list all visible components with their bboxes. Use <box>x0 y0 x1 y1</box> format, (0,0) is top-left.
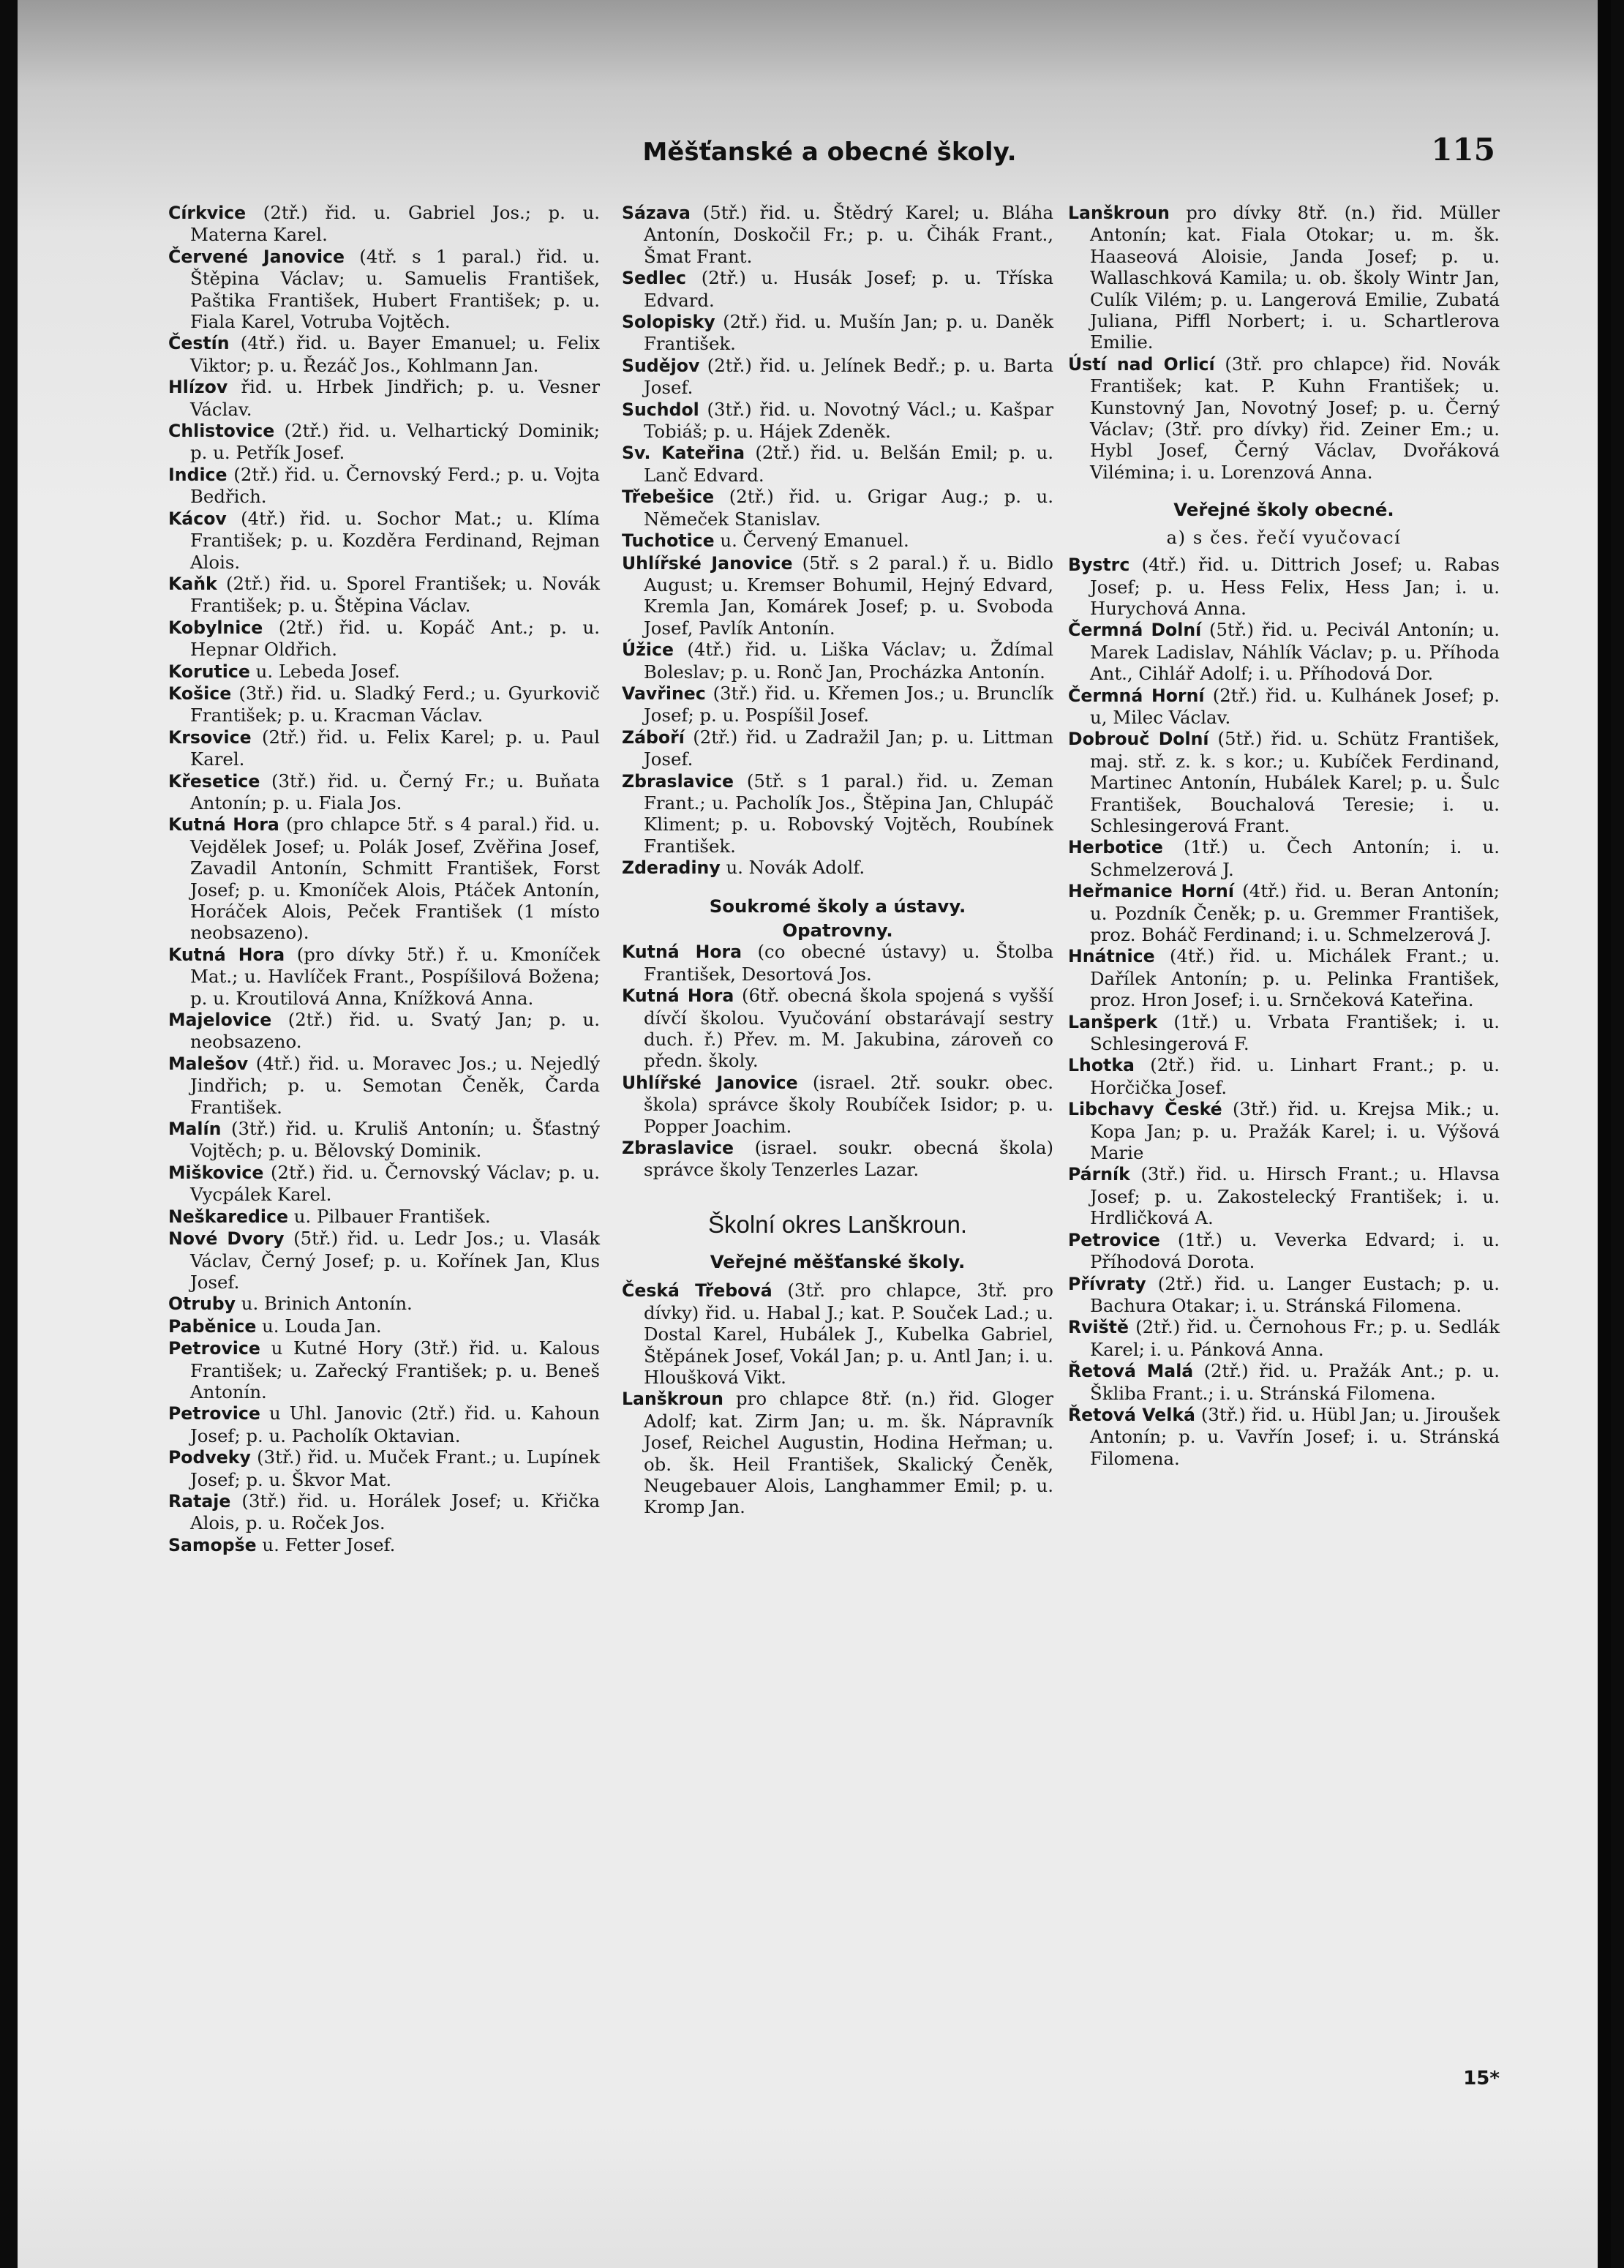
entry-text: (4tř.) řid. u. Beran Antonín; u. Pozdník Čeněk; p. u. Gremmer František, proz. Boháč Ferdinand; i. u. Schmelzerová J. <box>1090 880 1500 945</box>
place-name: Uhlířské Janovice <box>622 1072 798 1093</box>
column-3 <box>1068 202 1500 1469</box>
entry-list <box>622 1280 1053 1517</box>
school-entry <box>622 202 1053 267</box>
school-entry <box>622 1072 1053 1137</box>
school-entry <box>1068 1360 1500 1404</box>
place-name: Třebešice <box>622 487 715 508</box>
entry-text: (2tř.) řid. u. Langer Eustach; p. u. Bachura Otakar; i. u. Stránská Filomena. <box>1090 1272 1500 1316</box>
entry-text: (4tř.) řid. u. Michálek Frant.; u. Dařílek Antonín; p. u. Pelinka František, proz. Hron Josef; i. u. Srnčeková Kateřina. <box>1090 945 1500 1011</box>
place-name: Řetová Velká <box>1068 1404 1195 1425</box>
entry-text: (3tř.) řid. u. Krejsa Mik.; u. Kopa Jan; p. u. Pražák Karel; i. u. Výšová Marie <box>1090 1098 1500 1164</box>
signature-mark: 15* <box>1463 2068 1500 2089</box>
place-name: Malín <box>168 1119 222 1140</box>
entry-text: (2tř.) řid. u. Kopáč Ant.; p. u. Hepnar Oldřich. <box>190 616 600 661</box>
school-entry <box>1068 945 1500 1010</box>
place-name: Neškaredice <box>168 1206 289 1227</box>
school-entry <box>168 1490 600 1534</box>
entry-text: (2tř.) řid. u. Černovský Ferd.; p. u. Vojta Bedřich. <box>190 463 600 508</box>
school-entry <box>622 941 1053 985</box>
school-entry <box>168 1118 600 1162</box>
entry-text: (5tř.) řid. u. Štědrý Karel; u. Bláha Antonín, Doskočil Fr.; p. u. Čihák Frant., Šmat Frant. <box>644 202 1053 267</box>
place-name: Suchdol <box>622 399 699 420</box>
entry-text: (israel. soukr. obecná škola) správce školy Tenzerles Lazar. <box>644 1137 1053 1181</box>
school-entry <box>168 726 600 770</box>
entry-text: (2tř.) řid. u. Sporel František; u. Novák František; p. u. Štěpina Václav. <box>190 572 600 617</box>
entry-text: u. Pilbauer František. <box>288 1205 491 1227</box>
school-entry <box>622 355 1053 399</box>
entry-text: (4tř.) řid. u. Dittrich Josef; u. Rabas Josef; p. u. Hess Felix, Hess Jan; i. u. Hurychová Anna. <box>1090 554 1500 619</box>
school-entry <box>622 530 1053 552</box>
school-entry <box>622 857 1053 879</box>
school-entry <box>1068 880 1500 945</box>
column-1 <box>168 202 600 1556</box>
place-name: Krsovice <box>168 726 252 748</box>
entry-text: (1tř.) u. Vrbata František; i. u. Schlesingerová F. <box>1090 1010 1500 1055</box>
place-name: Zbraslavice <box>622 1138 734 1159</box>
place-name: Korutice <box>168 661 250 682</box>
entry-text: u. Fetter Josef. <box>256 1533 396 1555</box>
place-name: Úžice <box>622 639 674 661</box>
place-name: Solopisky <box>622 312 715 333</box>
place-name: Kutná Hora <box>168 814 279 836</box>
school-entry <box>1068 1098 1500 1163</box>
entry-text: (2tř.) řid. u. Felix Karel; p. u. Paul Karel. <box>190 726 600 770</box>
entry-text: u. Lebeda Josef. <box>249 660 400 682</box>
place-name: Košice <box>168 683 232 704</box>
entry-text: (2tř.) řid. u. Gabriel Jos.; p. u. Materna Karel. <box>190 202 600 246</box>
entry-text: u. Louda Jan. <box>256 1315 382 1337</box>
school-entry <box>168 814 600 943</box>
entry-text: (2tř.) řid. u. Svatý Jan; p. u. neobsazeno. <box>190 1009 600 1053</box>
place-name: Libchavy České <box>1068 1099 1222 1120</box>
place-name: Čermná Dolní <box>1068 620 1202 641</box>
school-entry <box>1068 1273 1500 1317</box>
school-entry <box>1068 353 1500 483</box>
place-name: Bystrc <box>1068 555 1130 576</box>
entry-list <box>622 202 1053 879</box>
entry-text: (2tř.) řid. u. Černovský Václav; p. u. Vycpálek Karel. <box>190 1161 600 1206</box>
place-name: Kácov <box>168 508 227 529</box>
place-name: Chlistovice <box>168 421 275 442</box>
place-name: Dobrouč Dolní <box>1068 729 1209 750</box>
entry-text: (4tř.) řid. u. Sochor Mat.; u. Klíma František; p. u. Kozděra Ferdinand, Rejman Alois. <box>190 507 600 573</box>
entry-text: (2tř.) u. Husák Josef; p. u. Tříska Edvard. <box>644 267 1053 311</box>
school-entry <box>622 639 1053 683</box>
entry-text: (2tř.) řid. u. Jelínek Bedř.; p. u. Barta Josef. <box>644 354 1053 399</box>
entry-text: u. Novák Adolf. <box>720 857 865 879</box>
entry-text: (2tř.) řid. u. Belšán Emil; p. u. Lanč Edvard. <box>644 442 1053 486</box>
school-entry <box>622 267 1053 311</box>
place-name: Zderadiny <box>622 857 721 879</box>
school-entry <box>168 1293 600 1315</box>
school-entry <box>622 985 1053 1072</box>
school-entry <box>1068 554 1500 619</box>
place-name: Záboří <box>622 726 685 748</box>
entry-text: (3tř.) řid. u. Sladký Ferd.; u. Gyurkovič František; p. u. Kracman Václav. <box>190 682 600 726</box>
school-entry <box>622 311 1053 355</box>
place-name: Kutná Hora <box>168 944 285 965</box>
school-entry <box>168 508 600 573</box>
place-name: Petrovice <box>1068 1229 1160 1250</box>
place-name: Církvice <box>168 203 247 223</box>
school-entry <box>168 1403 600 1446</box>
place-name: Miškovice <box>168 1162 264 1183</box>
entry-text: (3tř.) řid. u. Kruliš Antonín; u. Šťastný Vojtěch; p. u. Bělovský Dominik. <box>190 1118 600 1162</box>
school-entry <box>168 420 600 464</box>
entry-text: u Uhl. Janovic (2tř.) řid. u. Kahoun Josef; p. u. Pacholík Oktavian. <box>190 1403 600 1446</box>
school-entry <box>1068 1163 1500 1228</box>
entry-text: (4tř.) řid. u. Liška Václav; u. Ždímal Boleslav; p. u. Ronč Jan, Procházka Antonín. <box>644 639 1053 683</box>
school-entry <box>622 442 1053 486</box>
place-name: Majelovice <box>168 1010 272 1031</box>
public-schools-heading: Veřejné školy obecné. <box>1173 499 1394 521</box>
place-name: Přívraty <box>1068 1273 1146 1294</box>
school-entry <box>1068 836 1500 880</box>
entry-text: (co obecné ústavy) u. Štolba František, Desortová Jos. <box>644 941 1053 985</box>
entry-text: pro dívky 8tř. (n.) řid. Müller Antonín; kat. Fiala Otokar; u. m. šk. Haaseová Aloisie, Janda Josef; p. u. Wallaschková Kamila; u. ob. školy Wintr Jan, Culík Vilém; p. u. Langerová Emilie, Zubatá Juliana, Piffl Norbert; i. u. Schartlerova Emilie. <box>1090 202 1500 353</box>
entry-list <box>168 202 600 1556</box>
school-entry <box>622 1137 1053 1181</box>
school-entry <box>622 1388 1053 1517</box>
entry-text: (3tř.) řid. u. Hirsch Frant.; u. Hlavsa Josef; p. u. Zakostelecký František; i. u. Hrdličková A. <box>1090 1163 1500 1229</box>
entry-text: (2tř.) řid. u. Grigar Aug.; p. u. Němeček Stanislav. <box>644 486 1053 530</box>
place-name: Kobylnice <box>168 617 263 638</box>
school-entry <box>168 683 600 726</box>
school-entry <box>168 1009 600 1053</box>
place-name: Sedlec <box>622 268 686 289</box>
school-entry <box>168 1206 600 1228</box>
entry-text: (2tř.) řid. u. Černohous Fr.; p. u. Sedlák Karel; i. u. Pánková Anna. <box>1090 1316 1500 1360</box>
place-name: Samopše <box>168 1534 257 1555</box>
entry-text: (1tř.) u. Čech Antonín; i. u. Schmelzerová J. <box>1090 836 1500 880</box>
entry-text: (3tř. pro chlapce) řid. Novák František; kat. P. Kuhn František; u. Kunstovný Jan, Novotný Josef; p. u. Černý Václav; (3tř. pro dívky) řid. Zeiner Em.; u. Hybl Josef, Černý Václav, Dvořáková Vilémina; i. u. Lorenzová Anna. <box>1090 353 1500 483</box>
place-name: Petrovice <box>168 1403 260 1424</box>
school-entry <box>168 1337 600 1403</box>
place-name: Lhotka <box>1068 1055 1135 1076</box>
entry-list <box>1068 554 1500 1469</box>
entry-text: (2tř.) řid. u. Pražák Ant.; p. u. Škliba Frant.; i. u. Stránská Filomena. <box>1090 1360 1500 1404</box>
school-entry <box>168 1446 600 1490</box>
school-entry <box>168 1315 600 1337</box>
place-name: Hnátnice <box>1068 946 1155 967</box>
place-name: Kaňk <box>168 573 217 594</box>
entry-text: (3tř.) řid. u. Černý Fr.; u. Buňata Antonín; p. u. Fiala Jos. <box>190 770 600 814</box>
place-name: Lanškroun <box>622 1389 723 1410</box>
place-name: Paběnice <box>168 1315 257 1337</box>
place-name: Malešov <box>168 1053 249 1074</box>
place-name: Křesetice <box>168 770 260 792</box>
place-name: Zbraslavice <box>622 770 734 792</box>
entry-text: (3tř.) řid. u. Horálek Josef; u. Křička Alois, p. u. Roček Jos. <box>190 1490 600 1534</box>
language-subheading: a) s čes. řečí vyučovací <box>1166 526 1402 548</box>
entry-text: (5tř.) řid. u. Pecivál Antonín; u. Marek Ladislav, Náhlík Václav; p. u. Příhoda Ant., Cihlář Adolf; i. u. Příhodová Dor. <box>1090 619 1500 685</box>
entry-text: (2tř.) řid. u. Linhart Frant.; p. u. Horčička Josef. <box>1090 1054 1500 1098</box>
opatrovny-heading: Opatrovny. <box>782 920 893 941</box>
school-entry <box>1068 685 1500 729</box>
school-entry <box>168 202 600 246</box>
school-entry <box>1068 619 1500 684</box>
column-2 <box>622 202 1053 1518</box>
place-name: Tuchotice <box>622 530 715 552</box>
place-name: Sázava <box>622 203 691 223</box>
entry-text: (5tř. s 1 paral.) řid. u. Zeman Frant.; u. Pacholík Jos., Štěpina Jan, Chlupáč Kliment; p. u. Robovský Vojtěch, Roubínek František. <box>644 770 1053 857</box>
school-entry <box>1068 1404 1500 1469</box>
school-entry <box>168 617 600 661</box>
book-page <box>18 0 1611 2268</box>
school-entry <box>168 246 600 333</box>
entry-text: (5tř.) řid. u. Schütz František, maj. stř. z. k. s kor.; u. Kubíček Ferdinand, Martinec Antonín, Hubálek Karel; p. u. Šulc František, Bouchalová Teresie; i. u. Schlesingerová Frant. <box>1090 728 1500 836</box>
page-number: 115 <box>1431 132 1495 168</box>
entry-text: (3tř.) řid. u. Novotný Václ.; u. Kašpar Tobiáš; p. u. Hájek Zdeněk. <box>644 398 1053 443</box>
entry-text: (2tř.) řid. u. Velhartický Dominik; p. u. Petřík Josef. <box>190 420 600 464</box>
entry-text: u Kutné Hory (3tř.) řid. u. Kalous František; u. Zařecký František; p. u. Beneš Antonín. <box>190 1337 600 1403</box>
entry-list <box>1068 202 1500 483</box>
place-name: Ústí nad Orlicí <box>1068 353 1215 375</box>
entry-text: (pro dívky 5tř.) ř. u. Kmoníček Mat.; u. Havlíček Frant., Pospíšilová Božena; p. u. Kroutilová Anna, Knížková Anna. <box>190 943 600 1009</box>
school-entry <box>168 1053 600 1118</box>
school-entry <box>168 376 600 420</box>
book-spine-edge <box>1598 0 1611 2268</box>
burgher-schools-heading: Veřejné měšťanské školy. <box>710 1250 966 1272</box>
page-header <box>164 132 1495 176</box>
school-entry <box>1068 1054 1500 1098</box>
school-entry <box>1068 1229 1500 1273</box>
place-name: Nové Dvory <box>168 1228 285 1250</box>
school-entry <box>168 1534 600 1556</box>
school-entry <box>1068 1316 1500 1360</box>
entry-text: (3tř.) řid. u. Muček Frant.; u. Lupínek Josef; p. u. Škvor Mat. <box>190 1446 600 1490</box>
school-entry <box>1068 1011 1500 1055</box>
private-schools-heading: Soukromé školy a ústavy. <box>709 895 966 917</box>
place-name: Čestín <box>168 333 230 354</box>
school-entry <box>622 399 1053 443</box>
place-name: Heřmanice Horní <box>1068 881 1234 902</box>
school-entry <box>168 332 600 376</box>
entry-text: (2tř.) řid. u. Mušín Jan; p. u. Daněk František. <box>644 311 1053 355</box>
school-entry <box>622 770 1053 857</box>
entry-text: (5tř. s 2 paral.) ř. u. Bidlo August; u. Kremser Bohumil, Hejný Edvard, Kremla Jan, Komárek Josef; p. u. Svoboda Josef, Pavlík Antonín. <box>644 552 1053 639</box>
place-name: Rviště <box>1068 1317 1129 1338</box>
school-entry <box>622 552 1053 639</box>
entry-text: (2tř.) řid. u Zadražil Jan; p. u. Littman Josef. <box>644 726 1053 770</box>
running-title: Měšťanské a obecné školy. <box>642 138 1017 167</box>
place-name: Indice <box>168 464 228 485</box>
district-heading: Školní okres Lanškroun. <box>707 1210 968 1238</box>
place-name: Hlízov <box>168 377 228 398</box>
school-entry <box>622 1280 1053 1388</box>
entry-text: (3tř. pro chlapce, 3tř. pro dívky) řid. u. Habal J.; kat. P. Souček Lad.; u. Dostal Karel, Hubálek J., Kubelka Gabriel, Štěpánek Josef, Vokál Jan; p. u. Antl Jan; i. u. Hloušková Vikt. <box>644 1280 1053 1388</box>
entry-text: (4tř. s 1 paral.) řid. u. Štěpina Václav; u. Samuelis František, Paštika František, Hubert František; p. u. Fiala Karel, Votruba Vojtěch. <box>190 245 600 333</box>
school-entry <box>1068 728 1500 836</box>
entry-text: (4tř.) řid. u. Moravec Jos.; u. Nejedlý Jindřich; p. u. Semotan Čeněk, Čarda František. <box>190 1052 600 1118</box>
school-entry <box>168 1228 600 1293</box>
school-entry <box>622 683 1053 726</box>
entry-text: (6tř. obecná škola spojená s vyšší dívčí školou. Vyučování obstarávají sestry duch. ř.) Přev. m. M. Jakubina, zároveň co předn. školy. <box>644 985 1053 1072</box>
place-name: Otruby <box>168 1293 236 1315</box>
entry-text: (2tř.) řid. u. Kulhánek Josef; p. u, Milec Václav. <box>1090 684 1500 728</box>
place-name: Kutná Hora <box>622 985 734 1007</box>
entry-text: u. Brinich Antonín. <box>236 1293 413 1315</box>
entry-text: (pro chlapce 5tř. s 4 paral.) řid. u. Vejdělek Josef; u. Polák Josef, Zvěřina Josef, Zavadil Antonín, Schmitt František, Forst Josef; p. u. Kmoníček Alois, Ptáček Antonín, Horáček Alois, Peček František (1 místo neobsazeno). <box>190 814 601 944</box>
school-entry <box>1068 202 1500 353</box>
place-name: Petrovice <box>168 1338 260 1359</box>
place-name: Řetová Malá <box>1068 1361 1194 1382</box>
entry-text: (4tř.) řid. u. Bayer Emanuel; u. Felix Viktor; p. u. Řezáč Jos., Kohlmann Jan. <box>190 332 600 376</box>
school-entry <box>622 726 1053 770</box>
place-name: Sudějov <box>622 355 700 376</box>
place-name: Rataje <box>168 1490 231 1512</box>
school-entry <box>168 770 600 814</box>
place-name: Párník <box>1068 1164 1130 1185</box>
school-entry <box>168 944 600 1009</box>
place-name: Lanšperk <box>1068 1011 1158 1032</box>
entry-text: (1tř.) u. Veverka Edvard; i. u. Příhodová Dorota. <box>1090 1228 1500 1273</box>
entry-text: řid. u. Hrbek Jindřich; p. u. Vesner Václav. <box>190 376 600 420</box>
place-name: Vavřinec <box>622 683 706 704</box>
place-name: Podveky <box>168 1447 251 1468</box>
entry-text: u. Červený Emanuel. <box>714 530 909 552</box>
place-name: Sv. Kateřina <box>622 443 745 464</box>
entry-text: (5tř.) řid. u. Ledr Jos.; u. Vlasák Václav, Černý Josef; p. u. Kořínek Jan, Klus Josef. <box>190 1228 600 1293</box>
place-name: Čermná Horní <box>1068 685 1205 706</box>
place-name: Lanškroun <box>1068 203 1170 223</box>
place-name: Červené Janovice <box>168 246 345 267</box>
entry-text: (3tř.) řid. u. Křemen Jos.; u. Brunclík Josef; p. u. Pospíšil Josef. <box>644 682 1053 726</box>
place-name: Herbotice <box>1068 837 1163 858</box>
school-entry <box>168 1162 600 1206</box>
school-entry <box>622 486 1053 530</box>
entry-text: pro chlapce 8tř. (n.) řid. Gloger Adolf; kat. Zirm Jan; u. m. šk. Nápravník Josef, Reichel Augustin, Hodina Heřman; u. ob. šk. Heil František, Skalický Čeněk, Neugebauer Alois, Langhammer Emil; p. u. Kromp Jan. <box>644 1388 1053 1518</box>
entry-text: (israel. 2tř. soukr. obec. škola) správce školy Roubíček Isidor; p. u. Popper Joachim. <box>644 1071 1053 1137</box>
school-entry <box>168 661 600 683</box>
school-entry <box>168 464 600 508</box>
school-entry <box>168 573 600 617</box>
entry-text: (3tř.) řid. u. Hübl Jan; u. Jiroušek Antonín; p. u. Vavřín Josef; i. u. Stránská Filomena. <box>1090 1403 1500 1469</box>
place-name: Česká Třebová <box>622 1280 772 1302</box>
entry-list <box>622 941 1053 1180</box>
place-name: Uhlířské Janovice <box>622 552 793 574</box>
place-name: Kutná Hora <box>622 942 743 963</box>
